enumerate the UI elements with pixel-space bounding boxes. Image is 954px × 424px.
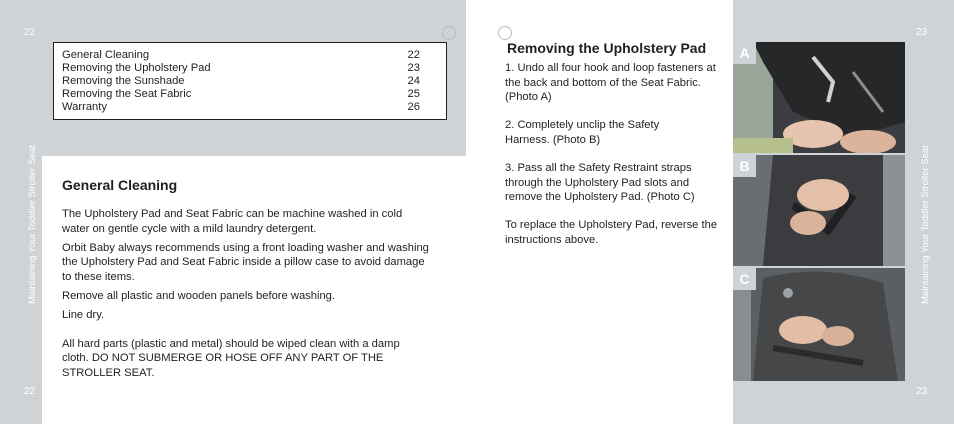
toc-page: 23 xyxy=(407,61,420,74)
photo-a-image xyxy=(733,42,905,153)
photo-b xyxy=(733,155,905,266)
toc-row[interactable] xyxy=(62,101,420,114)
page-number-right-top: 23 xyxy=(916,27,928,38)
side-title-left: Maintaining Your Toddler Stroller Seat xyxy=(27,145,38,304)
photo-label-a: A xyxy=(733,42,756,64)
toc-label: Warranty xyxy=(62,100,107,113)
toc-row[interactable] xyxy=(62,62,420,75)
toc-label: Removing the Sunshade xyxy=(62,74,185,87)
photo-c xyxy=(733,268,905,381)
photo-label-c: C xyxy=(733,268,756,290)
page-number-left-top: 22 xyxy=(24,27,36,38)
general-cleaning-heading: General Cleaning xyxy=(62,177,178,193)
general-cleaning-paragraph: All hard parts (plastic and metal) should be wiped clean with a damp cloth. DO NOT SUBMERGE OR HOSE OFF ANY PART OF THE STROLLER SEAT. xyxy=(62,337,400,379)
toc-row[interactable] xyxy=(62,88,420,101)
removing-pad-step: 3. Pass all the Safety Restraint straps through the Upholstery Pad slots and remove the Upholstery Pad. (Photo C) xyxy=(505,161,695,204)
general-cleaning-paragraph: Orbit Baby always recommends using a front loading washer and washing the Upholstery Pad and Seat Fabric inside a pillow case to avoid damage to these items. xyxy=(62,241,429,283)
removing-pad-heading: Removing the Upholstery Pad xyxy=(507,40,707,56)
general-cleaning-paragraph: The Upholstery Pad and Seat Fabric can be machine washed in cold water on gentle cycle with a mild laundry detergent. xyxy=(62,208,403,235)
toc-label: Removing the Seat Fabric xyxy=(62,87,192,100)
page-number-right-bottom: 23 xyxy=(916,386,928,397)
toc-label: General Cleaning xyxy=(62,49,150,61)
general-cleaning-paragraph: Line dry. xyxy=(62,309,105,322)
toc-page: 24 xyxy=(407,74,420,87)
photo-c-image xyxy=(733,268,905,381)
photo-label-b: B xyxy=(733,155,756,177)
side-title-right: Maintaining Your Toddler Stroller Seat xyxy=(920,145,931,304)
removing-pad-step: To replace the Upholstery Pad, reverse the instructions above. xyxy=(505,219,718,246)
registration-mark-right xyxy=(498,26,512,40)
general-cleaning-paragraph: Remove all plastic and wooden panels before washing. xyxy=(62,289,336,302)
photo-b-image xyxy=(733,155,905,266)
table-of-contents xyxy=(53,42,447,120)
registration-mark-left xyxy=(442,26,456,40)
toc-page: 25 xyxy=(407,87,420,100)
toc-label: Removing the Upholstery Pad xyxy=(62,61,211,74)
removing-pad-step: 2. Completely unclip the Safety Harness. (Photo B) xyxy=(505,119,660,146)
removing-pad-step: 1. Undo all four hook and loop fasteners at the back and bottom of the Seat Fabric. (Photo A) xyxy=(505,62,716,104)
page-number-left-bottom: 22 xyxy=(24,386,36,397)
toc-page: 22 xyxy=(407,49,420,61)
toc-row[interactable] xyxy=(62,75,420,88)
general-cleaning-body xyxy=(62,207,432,385)
toc-row[interactable] xyxy=(62,49,420,62)
toc-page: 26 xyxy=(407,100,420,113)
photo-a xyxy=(733,42,905,153)
removing-pad-steps xyxy=(505,61,727,261)
